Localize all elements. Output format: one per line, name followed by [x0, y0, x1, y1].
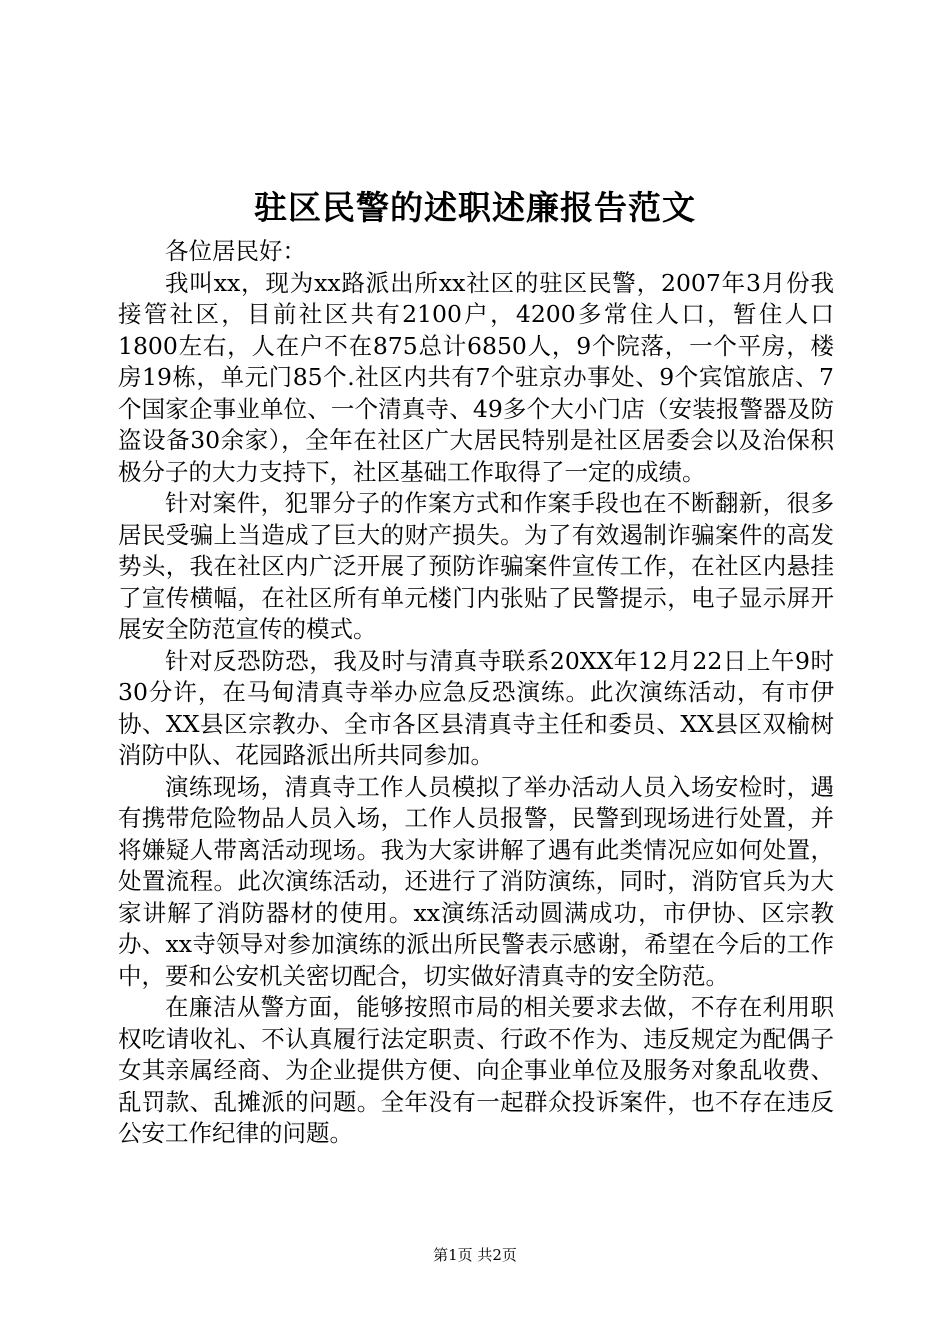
paragraph: 针对案件，犯罪分子的作案方式和作案手段也在不断翻新，很多居民受骗上当造成了巨大的财产损失。为了有效遏制诈骗案件的高发势头，我在社区内广泛开展了预防诈骗案件宣传工作，在社区内悬挂了宣传横幅，在社区所有单元楼门内张贴了民警提示，电子显示屏开展安全防范宣传的模式。: [118, 489, 834, 643]
page-number-footer: 第1页 共2页: [433, 1246, 517, 1264]
paragraph: 在廉洁从警方面，能够按照市局的相关要求去做，不存在利用职权吃请收礼、不认真履行法定职责、行政不作为、违反规定为配偶子女其亲属经商、为企业提供方便、向企事业单位及服务对象乱收费、乱罚款、乱摊派的问题。全年没有一起群众投诉案件，也不存在违反公安工作纪律的问题。: [118, 993, 834, 1147]
paragraph: 我叫xx，现为xx路派出所xx社区的驻区民警，2007年3月份我接管社区，目前社区共有2100户，4200多常住人口，暂住人口1800左右，人在户不在875总计6850人，9个院落，一个平房，楼房19栋，单元门85个.社区内共有7个驻京办事处、9个宾馆旅店、7个国家企事业单位、一个清真寺、49多个大小门店（安装报警器及防盗设备30余家），全年在社区广大居民特别是社区居委会以及治保积极分子的大力支持下，社区基础工作取得了一定的成绩。: [118, 268, 834, 486]
document-title: 驻区民警的述职述廉报告范文: [254, 188, 696, 227]
paragraph: 针对反恐防恐，我及时与清真寺联系20XX年12月22日上午9时30分许，在马甸清真寺举办应急反恐演练。此次演练活动，有市伊协、XX县区宗教办、全市各区县清真寺主任和委员、XX县区双榆树消防中队、花园路派出所共同参加。: [118, 646, 834, 769]
paragraph: 演练现场，清真寺工作人员模拟了举办活动人员入场安检时，遇有携带危险物品人员入场，工作人员报警，民警到现场进行处置，并将嫌疑人带离活动现场。我为大家讲解了遇有此类情况应如何处置，处置流程。此次演练活动，还进行了消防演练，同时，消防官兵为大家讲解了消防器材的使用。xx演练活动圆满成功，市伊协、区宗教办、xx寺领导对参加演练的派出所民警表示感谢，希望在今后的工作中，要和公安机关密切配合，切实做好清真寺的安全防范。: [118, 772, 834, 990]
document-body: [118, 236, 834, 1150]
greeting: 各位居民好：: [165, 237, 306, 265]
